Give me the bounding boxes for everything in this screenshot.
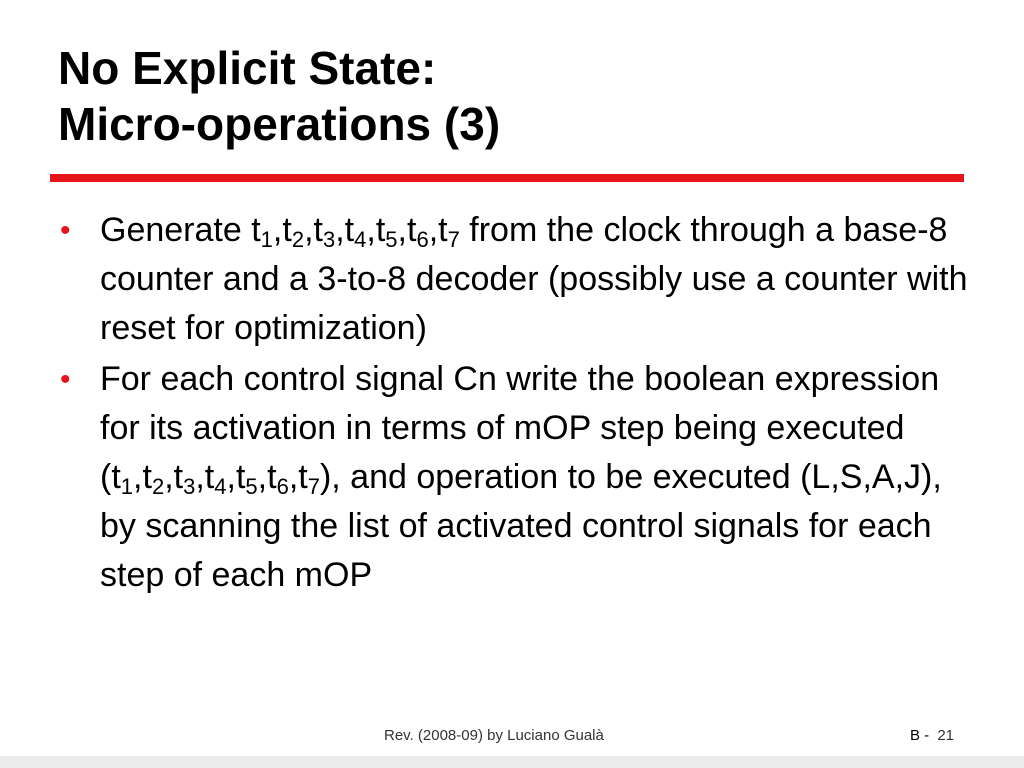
title-divider: [50, 174, 964, 182]
footer-credit: Rev. (2008-09) by Luciano Gualà: [384, 727, 604, 744]
slide-title: [58, 40, 500, 152]
bottom-band: [0, 756, 1024, 768]
title-line-2: Micro-operations (3): [58, 98, 501, 150]
bullet-1-text: Generate $t_1,t_2,t_3,t_4,t_5,t_6,t_7$ from the clock through a base-8 counter and a 3-to-8 decoder (possibly use a counter with reset for optimization): [100, 211, 968, 347]
page-prefix: B -: [910, 727, 930, 744]
bullet-marker: •: [60, 214, 71, 247]
page-number: 21: [937, 727, 955, 744]
slide-body: [58, 206, 978, 602]
bullet-marker: •: [60, 363, 71, 396]
bullet-2-text: For each control signal Cn write the boolean expression for its activation in terms of mOP step being executed $(t_1,t_2,t_3,t_4,t_5,t_6,t_7)$, and operation to be executed (L,S,A,J), by scanning the list of activated control signals for each step of each mOP: [100, 360, 942, 594]
bullet-item-1: [58, 206, 978, 353]
title-line-1: No Explicit State:: [58, 42, 437, 94]
footer-page-number: [910, 727, 954, 744]
bullet-item-2: [58, 355, 978, 600]
